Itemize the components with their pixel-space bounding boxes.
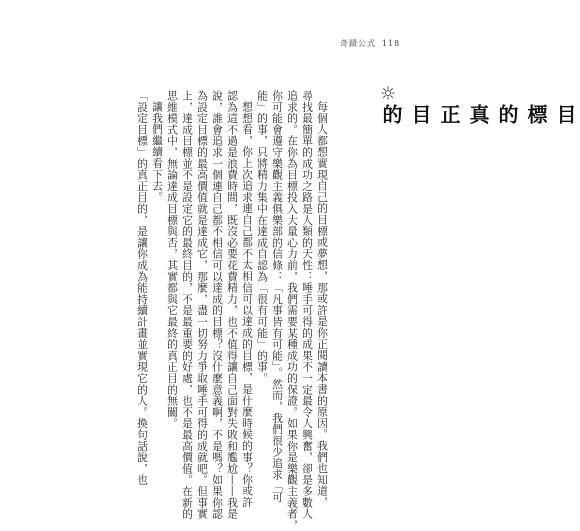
paragraph-line: 說，誰會追求一個連自己都不相信可以達成的目標？沒什麼意義啊，不是嗎？如果你認 [211,90,224,520]
paragraph-line: 認為這不過是浪費時間，既沒必要花費精力，也不值得讓自己面對失敗和尷尬——我是 [226,90,239,520]
paragraph-line: 每個人都想實現自己的目標或夢想，那或許是你正閱讀本書的原因。我們也知道， [316,100,329,508]
running-header [340,38,400,49]
paragraph-line: 思維模式中，無論達成目標與否，其實都與它最終的真正目的無關。 [166,90,179,429]
paragraph-line: 尋找最簡單的成功之路是人類的天性：唾手可得的成果不一定最令人興奮，卻是多數人 [301,90,314,520]
paragraph-line: 你可能會遵守樂觀主義俱樂部的信條：「凡事皆有可能」。然而，我們很少追求「可 [271,90,284,503]
paragraph-line: 「設定目標」的真正目的，是讓你成為能持續計畫並實現它的人。換句話說，也 [136,90,149,486]
paragraph-line: 上，達成目標並不是設定它的最終目的，不是最重要的好處，也不是最高價值。在新的 [181,90,194,520]
paragraph-line: 能」的事，只將精力集中在達成自認為「很有可能」的事。 [256,90,269,384]
body-text [135,90,330,531]
sun-burst-icon [381,86,395,100]
paragraph-line: 為設定目標的最高價值就是達成它，那麼，盡一切努力爭取唾手可得的成就吧。但事實 [196,90,209,520]
running-title: 奇蹟公式 [340,39,376,48]
paragraph-line: 追求的。在你為目標投入大量心力前，我們需要某種成功的保證。如果你是樂觀主義者， [286,90,299,531]
page-number: 118 [382,39,401,48]
paragraph-line: 讓我們繼續看下去。 [151,100,164,203]
paragraph-line: 想想看，你上次追求連自己都不太相信可以達成的目標，是什麼時候的事？你或許 [241,100,254,508]
section-title: 目標的真正目的 [379,104,577,126]
